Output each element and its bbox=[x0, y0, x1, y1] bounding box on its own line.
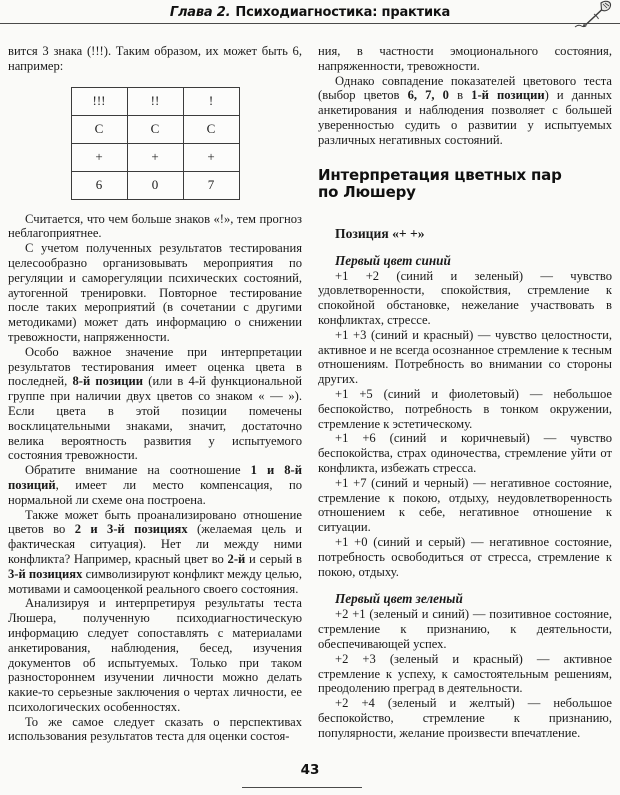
paragraph bbox=[318, 696, 612, 740]
table-cell: С bbox=[71, 115, 127, 143]
page-header bbox=[0, 5, 620, 20]
table-cell: !! bbox=[127, 87, 183, 115]
paragraph bbox=[318, 607, 612, 651]
column-left bbox=[8, 44, 302, 744]
text-segment: С учетом полученных результатов тестирования целесообразно организовывать мероприятия по регуляции и саморегуляции психических состояний, аутогенной тренировки. Повторное тестирование после таких мероприятий (в сочетании с другими методиками) может дать информацию о снижении тревожности, напряженности. bbox=[8, 241, 302, 344]
heading-line: по Люшеру bbox=[318, 183, 416, 202]
chapter-label: Глава 2. bbox=[169, 5, 231, 20]
paragraph bbox=[318, 431, 612, 475]
text-segment: и серый в bbox=[245, 551, 302, 566]
position-heading: Позиция «+ +» bbox=[335, 225, 425, 241]
text-segment: +2 +3 (зеленый и красный) — активное стремление к успеху, к самостоятельным решениям, преодолению преград в деятельности. bbox=[318, 651, 612, 696]
text-segment: символизируют конфликт между целью, мотивами и самооценкой реального своего состояния. bbox=[8, 566, 302, 596]
table-cell: !!! bbox=[71, 87, 127, 115]
text-segment: 3-й позициях bbox=[8, 566, 83, 581]
text-segment: 8-й позиции bbox=[72, 374, 144, 389]
text-segment: 6, 7, 0 bbox=[407, 88, 449, 103]
table-cell: ! bbox=[183, 87, 239, 115]
paragraph bbox=[8, 715, 302, 745]
paragraph bbox=[8, 508, 302, 597]
color-pair-heading: Первый цвет синий bbox=[335, 252, 451, 268]
text-segment: ) и данных анкетирования и наблюдения позволяет с большей уверенностью судить о развитии у испытуемых различных негативных состояний. bbox=[318, 88, 613, 147]
text-segment: +1 +5 (синий и фиолетовый) — небольшое беспокойство, потребность в тонком окружении, стремление к эстетическому. bbox=[318, 386, 612, 431]
paragraph bbox=[318, 328, 612, 387]
paragraph bbox=[8, 596, 302, 714]
paragraph bbox=[8, 345, 302, 463]
text-segment: , имеет ли место компенсация, по нормальной ли схеме она построена. bbox=[8, 477, 302, 507]
footer-rule bbox=[242, 787, 362, 788]
text-segment: То же самое следует сказать о перспективах использования результатов теста для оценки состоя- bbox=[8, 714, 302, 744]
table-cell: 7 bbox=[183, 171, 239, 199]
text-segment: 1-й позиции bbox=[471, 88, 545, 103]
text-segment: (или в 4-й функциональной группе при наличии двух цветов со знаком « — »). Если цвета в этой позиции помечены восклицательными знаками, значит, достаточно велика вероятность развития у испытуемого состояния тревожности. bbox=[8, 374, 302, 463]
text-segment: +1 +6 (синий и коричневый) — чувство беспокойства, страх одиночества, стремление уйти от конфликта, избежать стресса. bbox=[318, 431, 612, 475]
text-segment: 1 и 8-й позиций bbox=[8, 463, 302, 492]
text-segment: +2 +1 (зеленый и синий) — позитивное состояние, стремление к признанию, к деятельности, обеспечивающей успех. bbox=[318, 607, 612, 651]
table-cell: 6 bbox=[71, 171, 127, 199]
table-cell: + bbox=[71, 143, 127, 171]
table-cell: + bbox=[127, 143, 183, 171]
paragraph bbox=[318, 476, 612, 535]
text-segment: Считается, что чем больше знаков «!», тем прогноз неблагоприятнее. bbox=[8, 211, 302, 241]
text-segment: Однако совпадение показателей цветового теста (выбор цветов bbox=[318, 73, 612, 103]
writing-hand-icon bbox=[572, 0, 614, 35]
table-row bbox=[71, 143, 239, 171]
text-segment: Анализируя и интерпретируя результаты теста Люшера, полученную психодиагностическую информацию следует сопоставлять с материалами анкетирования, наблюдения, бесед, изучения документов об испытуемых. Только при таком разностороннем изучении личности можно делать какие-то серьезные заключения о чертах личности, ее психологических особенностях. bbox=[8, 596, 302, 714]
text-segment: +2 +4 (зеленый и желтый) — небольшое беспокойство, стремление к признанию, популярности, желание произвести впечатление. bbox=[318, 696, 612, 740]
table-cell: + bbox=[183, 143, 239, 171]
paragraph bbox=[318, 269, 612, 328]
text-segment: 2-й bbox=[227, 551, 246, 566]
section-heading bbox=[318, 167, 612, 202]
paragraph bbox=[318, 44, 612, 74]
text-segment: +1 +3 (синий и красный) — чувство целостности, активное и не всегда осознанное стремление к тесным отношениям. Потребность во внимании со стороны других. bbox=[318, 327, 612, 387]
paragraph bbox=[8, 212, 302, 242]
column-right bbox=[318, 44, 612, 744]
header-rule bbox=[0, 23, 620, 24]
text-segment: ния, в частности эмоционального состояния, напряженности, тревожности. bbox=[318, 44, 612, 73]
table-row bbox=[71, 115, 239, 143]
heading-line: Интерпретация цветных пар bbox=[318, 165, 562, 184]
paragraph bbox=[318, 387, 612, 431]
text-segment: Обратите внимание на соотношение bbox=[25, 463, 251, 478]
table-row bbox=[71, 171, 239, 199]
table-cell: С bbox=[183, 115, 239, 143]
text-segment: Также может быть проанализировано отношение цветов во bbox=[8, 507, 302, 537]
chapter-title: Психодиагностика: практика bbox=[235, 5, 451, 20]
paragraph bbox=[318, 74, 612, 148]
text-segment: вится 3 знака (!!!). Таким образом, их может быть 6, например: bbox=[8, 44, 302, 73]
exclamation-example-table bbox=[71, 87, 240, 200]
table-row bbox=[71, 87, 239, 115]
text-segment: 2 и 3-й позициях bbox=[74, 522, 188, 537]
color-pair-heading: Первый цвет зеленый bbox=[335, 591, 463, 607]
text-segment: +1 +2 (синий и зеленый) — чувство удовлетворенности, спокойствия, стремление к спокойной обстановке, нежелание участвовать в конфликтах, стрессе. bbox=[318, 268, 612, 327]
paragraph bbox=[318, 652, 612, 696]
table-cell: 0 bbox=[127, 171, 183, 199]
text-segment: +1 +7 (синий и черный) — негативное состояние, стремление к покою, отдыху, неудовлетворенность отношением к себе, негативное отношение к ситуации. bbox=[318, 475, 612, 535]
page-number: 43 bbox=[300, 762, 320, 778]
paragraph bbox=[8, 44, 302, 74]
paragraph bbox=[8, 463, 302, 507]
text-segment: +1 +0 (синий и серый) — негативное состояние, потребность освободиться от стресса, стремление к покою, отдыху. bbox=[318, 534, 612, 579]
paragraph bbox=[8, 241, 302, 345]
text-segment: (желаемая цель и фактическая ситуация). Нет ли между ними конфликта? Например, красный цвет во bbox=[8, 522, 302, 566]
table-cell: С bbox=[127, 115, 183, 143]
text-segment: в bbox=[448, 88, 472, 103]
text-columns bbox=[8, 44, 612, 744]
paragraph bbox=[318, 535, 612, 579]
text-segment: Особо важное значение при интерпретации результатов тестирования имеет оценка цвета в последней, bbox=[8, 344, 302, 389]
